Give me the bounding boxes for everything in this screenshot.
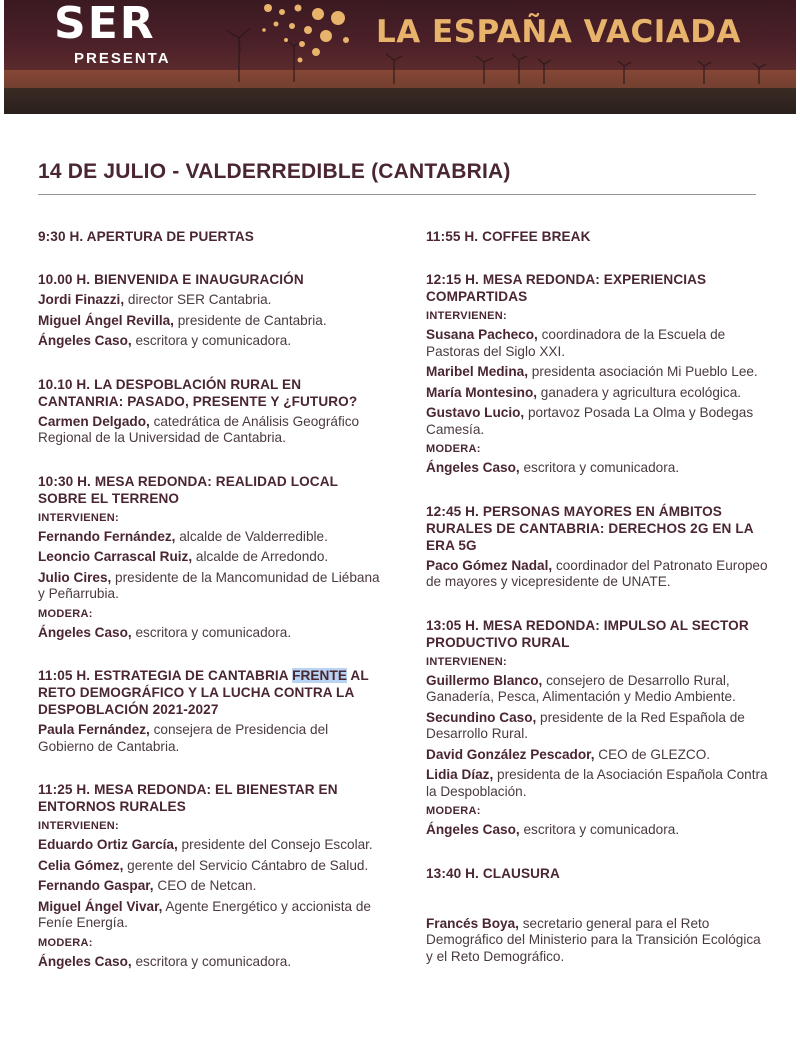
banner-ground — [4, 88, 796, 114]
session-block — [426, 271, 771, 477]
speaker-entry — [426, 916, 771, 966]
session-title: 11:25 H. MESA REDONDA: EL BIENESTAR EN ENTORNOS RURALES — [38, 782, 338, 814]
presenta-label: PRESENTA — [74, 50, 171, 67]
speaker-name: Fernando Gaspar, — [38, 878, 154, 893]
session-block — [426, 228, 771, 245]
speaker-name: Ángeles Caso, — [426, 460, 520, 475]
speaker-description: alcalde de Valderredible. — [175, 528, 328, 544]
speaker-description: presidenta asociación Mi Pueblo Lee. — [527, 364, 758, 379]
speaker-entry — [38, 292, 383, 309]
speaker-entry — [426, 747, 771, 764]
speaker-entry — [38, 837, 383, 854]
speaker-name: Eduardo Ortiz García, — [38, 837, 178, 852]
speaker-entry — [426, 405, 771, 438]
speaker-name: Ángeles Caso, — [38, 624, 132, 640]
speaker-entry — [426, 385, 771, 402]
role-label: MODERA: — [38, 936, 93, 949]
program-right-column — [426, 228, 771, 965]
banner-title: LA ESPAÑA VACIADA — [376, 14, 742, 50]
session-block — [38, 228, 383, 245]
speaker-description: escritora y comunicadora. — [519, 460, 680, 475]
session-title — [38, 667, 383, 718]
speaker-description: alcalde de Arredondo. — [192, 549, 329, 564]
speaker-description: presidente de la Mancomunidad de Liébana y Peñarrubia. — [38, 569, 380, 601]
speaker-description: ganadera y agricultura ecológica. — [537, 384, 742, 400]
speaker-entry — [38, 899, 383, 932]
speaker-name: Ángeles Caso, — [426, 822, 520, 837]
session-title: 13:05 H. MESA REDONDA: IMPULSO AL SECTOR PRODUCTIVO RURAL — [426, 617, 749, 650]
speaker-entry — [426, 767, 771, 800]
speaker-name: Francés Boya, — [426, 915, 519, 931]
speaker-description: presidenta de la Asociación Española Contra la Despoblación. — [426, 767, 768, 799]
speaker-name: Ángeles Caso, — [38, 333, 132, 348]
speaker-entry — [38, 954, 383, 971]
speaker-name: David González Pescador, — [426, 746, 595, 762]
speaker-name: Guillermo Blanco, — [426, 672, 543, 688]
role-label: INTERVIENEN: — [38, 511, 120, 524]
speaker-name: Lidia Díaz, — [426, 767, 494, 782]
speaker-description: presidente del Consejo Escolar. — [177, 837, 373, 852]
speaker-name: Julio Cires, — [38, 569, 112, 585]
speaker-name: Paula Fernández, — [38, 722, 150, 737]
speaker-entry — [426, 364, 771, 381]
speaker-description: consejera de Presidencia del Gobierno de Cantabria. — [38, 722, 329, 754]
page-title: 14 DE JULIO - VALDERREDIBLE (CANTABRIA) — [38, 160, 511, 183]
speaker-description: escritora y comunicadora. — [131, 953, 292, 969]
speaker-name: Gustavo Lucio, — [426, 405, 525, 420]
session-block — [38, 667, 383, 755]
speaker-description: coordinador del Patronato Europeo de mayores y vicepresidente de UNATE. — [426, 557, 768, 589]
role-label: MODERA: — [426, 443, 481, 455]
speaker-description: escritora y comunicadora. — [131, 624, 292, 640]
speaker-entry — [38, 570, 383, 603]
role-label: INTERVIENEN: — [426, 655, 508, 668]
speaker-name: Miguel Ángel Revilla, — [38, 312, 174, 328]
session-block — [38, 376, 383, 447]
speaker-name: Ángeles Caso, — [38, 953, 132, 969]
session-block — [426, 503, 771, 591]
speaker-name: Jordi Finazzi, — [38, 292, 125, 307]
ser-logo: SER — [54, 0, 156, 49]
speaker-description: catedrática de Análisis Geográfico Regional de la Universidad de Cantabria. — [38, 413, 360, 445]
session-title: 11:55 H. COFFEE BREAK — [426, 229, 591, 244]
session-block — [426, 617, 771, 839]
speaker-description: portavoz Posada La Olma y Bodegas Camesía. — [426, 405, 754, 437]
speaker-name: Secundino Caso, — [426, 709, 537, 725]
session-block — [426, 916, 771, 966]
speaker-description: Agente Energético y accionista de Feníe Energía. — [38, 898, 371, 930]
program-left-column — [38, 228, 383, 970]
session-title: 12:15 H. MESA REDONDA: EXPERIENCIAS COMPARTIDAS — [426, 272, 707, 304]
speaker-name: Susana Pacheco, — [426, 327, 538, 342]
speaker-entry — [426, 710, 771, 743]
speaker-entry — [426, 673, 771, 706]
speaker-name: Miguel Ángel Vivar, — [38, 898, 163, 914]
speaker-description: coordinadora de la Escuela de Pastoras del Siglo XXI. — [426, 327, 726, 359]
speaker-name: Paco Gómez Nadal, — [426, 557, 553, 573]
speaker-entry — [426, 327, 771, 360]
role-label: INTERVIENEN: — [38, 820, 120, 832]
session-block — [38, 781, 383, 970]
speaker-description: presidente de Cantabria. — [173, 312, 327, 328]
speaker-entry — [426, 822, 771, 839]
header-banner — [4, 0, 796, 114]
role-label: INTERVIENEN: — [426, 310, 508, 322]
session-title-part: AL RETO DEMOGRÁFICO Y LA LUCHA CONTRA LA DESPOBLACIÓN 2021-2027 — [38, 668, 369, 717]
speaker-description: CEO de GLEZCO. — [594, 746, 711, 762]
session-title: 13:40 H. CLAUSURA — [426, 865, 560, 881]
speaker-entry — [38, 529, 383, 546]
speaker-entry — [38, 313, 383, 330]
speaker-description: secretario general para el Reto Demográfico del Ministerio para la Transición Ecológica y el Reto Demográfico. — [426, 915, 761, 964]
speaker-entry — [38, 722, 383, 755]
speaker-description: escritora y comunicadora. — [519, 822, 680, 837]
speaker-description: presidente de la Red Española de Desarrollo Rural. — [426, 709, 745, 741]
speaker-description: consejero de Desarrollo Rural, Ganadería, Pesca, Alimentación y Medio Ambiente. — [426, 672, 736, 704]
role-label: MODERA: — [38, 607, 93, 620]
session-block — [426, 865, 771, 882]
speaker-name: María Montesino, — [426, 384, 538, 400]
session-block — [38, 473, 383, 642]
speaker-name: Carmen Delgado, — [38, 413, 150, 429]
session-title-part: 11:05 H. ESTRATEGIA DE CANTABRIA — [38, 668, 293, 683]
speaker-entry — [38, 333, 383, 350]
speaker-entry — [38, 414, 383, 447]
speaker-description: CEO de Netcan. — [153, 878, 257, 893]
dots-logo-icon — [256, 0, 356, 90]
speaker-entry — [38, 549, 383, 566]
speaker-name: Celia Gómez, — [38, 857, 124, 873]
speaker-description: escritora y comunicadora. — [131, 333, 292, 348]
speaker-entry — [38, 858, 383, 875]
role-label: MODERA: — [426, 805, 481, 817]
speaker-name: Fernando Fernández, — [38, 528, 176, 544]
session-title: 10.10 H. LA DESPOBLACIÓN RURAL EN CANTANRIA: PASADO, PRESENTE Y ¿FUTURO? — [38, 376, 358, 409]
speaker-name: Leoncio Carrascal Ruiz, — [38, 549, 193, 564]
speaker-description: director SER Cantabria. — [124, 292, 272, 307]
session-title: 12:45 H. PERSONAS MAYORES EN ÁMBITOS RURALES DE CANTABRIA: DERECHOS 2G EN LA ERA 5G — [426, 503, 754, 553]
speaker-entry — [38, 625, 383, 642]
speaker-entry — [426, 558, 771, 591]
session-title: 10:30 H. MESA REDONDA: REALIDAD LOCAL SOBRE EL TERRENO — [38, 473, 338, 506]
highlighted-text: FRENTE — [292, 668, 348, 683]
divider — [38, 194, 756, 195]
session-title: 9:30 H. APERTURA DE PUERTAS — [38, 229, 254, 244]
session-block — [38, 271, 383, 350]
speaker-entry — [426, 460, 771, 477]
speaker-name: Maribel Medina, — [426, 364, 528, 379]
speaker-entry — [38, 878, 383, 895]
session-title: 10.00 H. BIENVENIDA E INAUGURACIÓN — [38, 272, 304, 287]
speaker-description: gerente del Servicio Cántabro de Salud. — [123, 857, 369, 873]
